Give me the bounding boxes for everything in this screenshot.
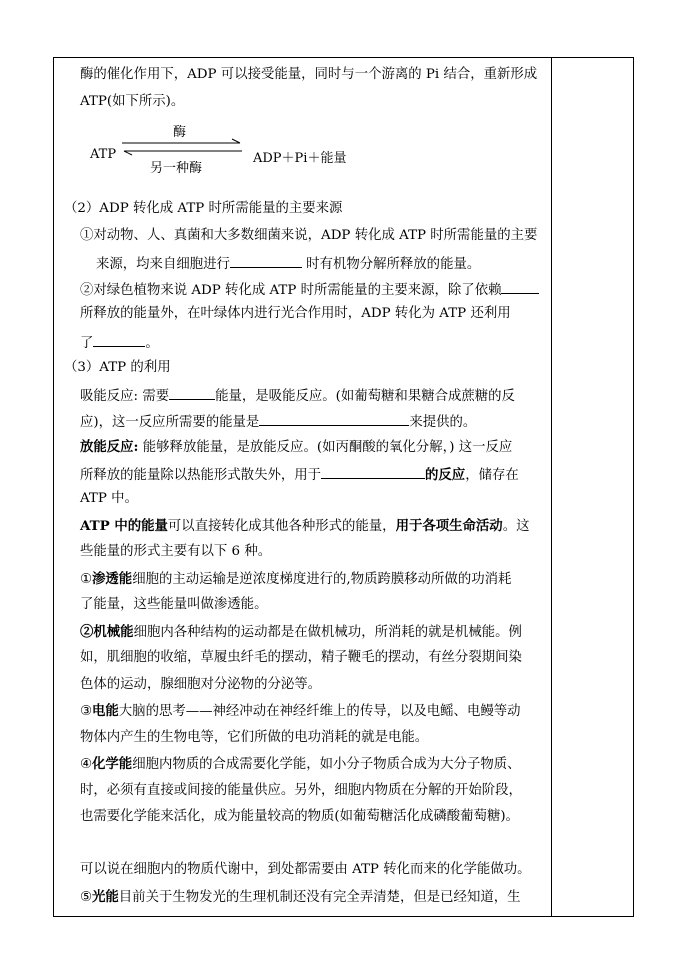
section-heading: （2）ADP 转化成 ATP 时所需能量的主要来源 bbox=[64, 201, 343, 216]
fill-blank[interactable] bbox=[93, 332, 145, 347]
table-right-border bbox=[633, 57, 634, 917]
table-top-border bbox=[53, 57, 633, 58]
section-heading: （3）ATP 的利用 bbox=[64, 360, 171, 375]
text-line: ⑤光能目前关于生物发光的生理机制还没有完全弄清楚，但是已经知道，生 bbox=[80, 889, 521, 905]
text-line: 所释放的能量外，在叶绿体内进行光合作用时，ADP 转化为 ATP 还利用 bbox=[80, 306, 511, 321]
table-column-divider bbox=[551, 57, 552, 917]
text-line: 了 。 bbox=[80, 332, 159, 353]
text-line: 了能量，这些能量叫做渗透能。 bbox=[80, 597, 268, 612]
text-line: 可以说在细胞内的物质代谢中，到处都需要由 ATP 转化而来的化学能做功。 bbox=[80, 862, 531, 877]
fill-blank[interactable] bbox=[259, 411, 409, 426]
text-line: ATP(如下所示)。 bbox=[80, 94, 185, 109]
text-line: 酶的催化作用下，ADP 可以接受能量，同时与一个游离的 Pi 结合，重新形成 bbox=[80, 67, 538, 82]
text-line: ④化学能细胞内物质的合成需要化学能，如小分子物质合成为大分子物质、 bbox=[80, 756, 521, 772]
text-line: ①渗透能细胞的主动运输是逆浓度梯度进行的,物质跨膜移动所做的功消耗 bbox=[80, 571, 512, 587]
text-line: ATP 中的能量可以直接转化成其他各种形式的能量，用于各项生命活动。这 bbox=[80, 518, 530, 534]
text-line: ATP 中。 bbox=[80, 491, 138, 506]
reaction-right-term: ADP＋Pi＋能量 bbox=[253, 151, 347, 166]
text-line: 色体的运动，腺细胞对分泌物的分泌等。 bbox=[80, 677, 322, 692]
text-line: 应)，这一反应所需要的能量是 来提供的。 bbox=[80, 411, 476, 432]
text-line: ②对绿色植物来说 ADP 转化成 ATP 时所需能量的主要来源，除了依赖 bbox=[80, 279, 539, 300]
fill-blank[interactable] bbox=[501, 279, 539, 294]
reaction-top-label: 酶 bbox=[173, 125, 187, 140]
text-line: ①对动物、人、真菌和大多数细菌来说，ADP 转化成 ATP 时所需能量的主要 bbox=[80, 228, 538, 243]
text-line: 吸能反应: 需要 能量，是吸能反应。(如葡萄糖和果糖合成蔗糖的反 bbox=[80, 385, 515, 406]
reversible-arrow-icon bbox=[120, 138, 244, 158]
text-line: 时，必须有直接或间接的能量供应。另外，细胞内物质在分解的开始阶段， bbox=[80, 783, 522, 798]
text-line: 些能量的形式主要有以下 6 种。 bbox=[80, 544, 272, 559]
table-left-border bbox=[53, 57, 54, 917]
text-line: ③电能大脑的思考——神经冲动在神经纤维上的传导，以及电鳐、电鳗等动 bbox=[80, 703, 521, 719]
fill-blank[interactable] bbox=[169, 385, 215, 400]
text-line: 所释放的能量除以热能形式散失外，用于 的反应，储存在 bbox=[80, 464, 519, 485]
fill-blank[interactable] bbox=[230, 253, 302, 268]
text-line: 也需要化学能来活化，成为能量较高的物质(如葡萄糖活化成磷酸葡萄糖)。 bbox=[80, 809, 519, 824]
text-line: 放能反应: 能够释放能量，是放能反应。(如丙酮酸的氧化分解，) 这一反应 bbox=[80, 439, 513, 455]
text-line: 如，肌细胞的收缩，草履虫纤毛的摆动，精子鞭毛的摆动，有丝分裂期间染 bbox=[80, 650, 522, 665]
reaction-bottom-label: 另一种酶 bbox=[150, 161, 203, 176]
table-bottom-border bbox=[53, 916, 633, 917]
text-line: 物体内产生的生物电等，它们所做的电功消耗的就是电能。 bbox=[80, 730, 429, 745]
text-line: 来源，均来自细胞进行 时有机物分解所释放的能量。 bbox=[96, 253, 480, 274]
text-line: ②机械能细胞内各种结构的运动都是在做机械功，所消耗的就是机械能。例 bbox=[80, 624, 522, 640]
fill-blank[interactable] bbox=[321, 464, 425, 479]
reaction-left-term: ATP bbox=[90, 147, 117, 162]
